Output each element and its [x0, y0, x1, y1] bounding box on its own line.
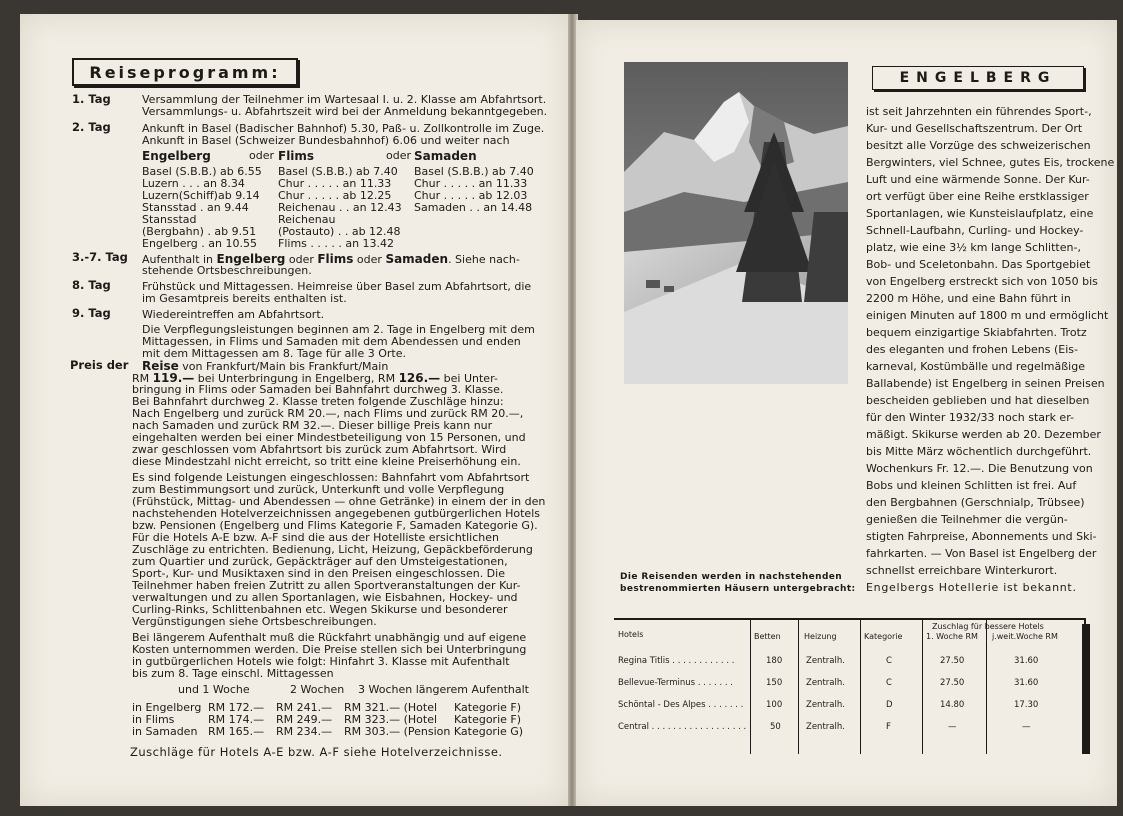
price-line: zwar geschlossen vom Abfahrtsort bis zurück zum Abfahrtsort. Wird	[132, 443, 507, 456]
day-1-line-2: Versammlungs- u. Abfahrtszeit wird bei der Anmeldung bekanntgegeben.	[142, 105, 548, 118]
services-line: (Frühstück, Mittag- und Abendessen — ohne Getränke) in einem der in den	[132, 495, 546, 508]
price-label: Preis der	[70, 358, 129, 372]
day-9-line-3: Mittagessen, in Flims und Samaden mit dem Abendessen und enden	[142, 335, 521, 348]
engelberg-text-line: bescheiden geblieben und hat dieselben	[866, 394, 1090, 407]
route-flims-row: Reichenau	[278, 213, 336, 226]
services-line: Curling-Rinks, Schlittenbahnen etc. Wegen Skikurse und besonderer	[132, 603, 508, 616]
duration-head-3: 3 Wochen längerem Aufenthalt	[358, 683, 529, 696]
engelberg-text-line: Luft und eine wärmende Sonne. Der Kur-	[866, 173, 1090, 186]
th-week-1: 1. Woche RM	[926, 632, 978, 641]
duration-row-place: in Samaden	[132, 725, 198, 738]
surcharge-footer: Zuschläge für Hotels A-E bzw. A-F siehe Hotelverzeichnisse.	[130, 745, 503, 759]
hotel-betten: 180	[766, 656, 783, 666]
hotel-week-1: —	[948, 722, 957, 732]
engelberg-text-line: fahrkarten. — Von Basel ist Engelberg der	[866, 547, 1097, 560]
day-8-line-1: Frühstück und Mittagessen. Heimreise über Basel zum Abfahrtsort, die	[142, 280, 532, 293]
engelberg-text-line: besitzt alle Vorzüge des schweizerischen	[866, 139, 1091, 152]
day-9-line-1: Wiedereintreffen am Abfahrtsort.	[142, 308, 325, 321]
engelberg-text-line: für den Winter 1932/33 noch stark er-	[866, 411, 1074, 424]
route-engelberg-row: Stansstad . an 9.44	[142, 201, 249, 214]
duration-row-w2: RM 249.—	[276, 713, 333, 726]
th-kategorie: Kategorie	[864, 632, 903, 641]
hotel-name: Bellevue-Terminus . . . . . . .	[618, 678, 733, 688]
hotel-heizung: Zentralh.	[806, 722, 845, 732]
route-engelberg-row: Stansstad	[142, 213, 197, 226]
price-line: Nach Engelberg und zurück RM 20.—, nach Flims und zurück RM 20.—,	[132, 407, 524, 420]
hotel-betten: 50	[770, 722, 781, 732]
engelberg-text-line: bis Mitte März wöchentlich durchgeführt.	[866, 445, 1092, 458]
price-line: nach Samaden und zurück RM 32.—. Dieser billige Preis kann nur	[132, 419, 493, 432]
engelberg-text-line: den Bergbahnen (Gerschnialp, Trübsee)	[866, 496, 1085, 509]
route-samaden-row: Basel (S.B.B.) ab 7.40	[414, 165, 534, 178]
longer-stay-line: Bei längerem Aufenthalt muß die Rückfahrt unabhängig und auf eigene	[132, 631, 527, 644]
route-flims-row: Chur . . . . . an 11.33	[278, 177, 392, 190]
duration-row-w2: RM 234.—	[276, 725, 333, 738]
hotels-intro-line-2: bestrenommierten Häusern untergebracht:	[620, 584, 856, 594]
engelberg-text-line: Bergwinters, viel Schnee, gutes Eis, trockene	[866, 156, 1115, 169]
hotel-week-1: 27.50	[940, 678, 965, 688]
hotel-kategorie: F	[886, 722, 891, 732]
duration-row-w2: RM 241.—	[276, 701, 333, 714]
engelberg-text-line: Sportanlagen, wie Kunsteislaufplatz, eine	[866, 207, 1094, 220]
hotel-further-week: 31.60	[1014, 678, 1039, 688]
route-header-or-1: oder	[249, 149, 275, 162]
hotel-name: Central . . . . . . . . . . . . . . . . . .	[618, 722, 747, 732]
services-line: Sport-, Kur- und Musiktaxen sind in den Preisen eingeschlossen. Die	[132, 567, 505, 580]
duration-row-w3: RM 321.— (Hotel	[344, 701, 438, 714]
route-samaden-row: Samaden . . an 14.48	[414, 201, 533, 214]
route-engelberg-row: Luzern(Schiff)ab 9.14	[142, 189, 260, 202]
day-3-7-line-1: Aufenthalt in Engelberg oder Flims oder Samaden. Siehe nach-	[142, 252, 520, 266]
day-8-label: 8. Tag	[72, 278, 111, 292]
price-line: eingehalten werden bei einer Mindestbeteiligung von 15 Personen, und	[132, 431, 526, 444]
day-3-7-line-2: stehende Ortsbeschreibungen.	[142, 264, 312, 277]
route-header-engelberg: Engelberg	[142, 149, 211, 163]
duration-row-w1: RM 165.—	[208, 725, 265, 738]
day-2-line-2: Ankunft in Basel (Schweizer Bundesbahnhof) 6.06 und weiter nach	[142, 134, 510, 147]
engelberg-text-line: des eleganten und frohen Lebens (Eis-	[866, 343, 1078, 356]
services-line: zum Bestimmungsort und zurück, Unterkunft und volle Verpflegung	[132, 483, 505, 496]
route-header-or-2: oder	[386, 149, 412, 162]
th-heizung: Heizung	[804, 632, 837, 641]
hotel-kategorie: C	[886, 678, 892, 688]
services-line: verwaltungen und zu allen Sportanlagen, wie Eisbahnen, Hockey- und	[132, 591, 518, 604]
day-3-7-label: 3.-7. Tag	[72, 250, 128, 264]
engelberg-text-line: mäßigt. Skikurse werden ab 20. Dezember	[866, 428, 1101, 441]
engelberg-text-line: Schnell-Laufbahn, Curling- und Hockey-	[866, 224, 1084, 237]
th-zuschlag: Zuschlag für bessere Hotels	[932, 622, 1044, 631]
services-line: Vergünstigungen siehe Ortsbeschreibungen.	[132, 615, 377, 628]
th-further-week: j.weit.Woche RM	[992, 632, 1058, 641]
duration-head-1: und 1 Woche	[178, 683, 250, 696]
hotels-intro-line-1: Die Reisenden werden in nachstehenden	[620, 572, 843, 582]
day-2-line-1: Ankunft in Basel (Badischer Bahnhof) 5.30, Paß- u. Zollkontrolle im Zuge.	[142, 122, 545, 135]
route-samaden-row: Chur . . . . . ab 12.03	[414, 189, 528, 202]
engelberg-text-line: einigen Minuten auf 1800 m und ermöglicht	[866, 309, 1109, 322]
hotel-betten: 150	[766, 678, 783, 688]
engelberg-text-line: ist seit Jahrzehnten ein führendes Sport-,	[866, 105, 1092, 118]
hotel-week-1: 27.50	[940, 656, 965, 666]
hotel-betten: 100	[766, 700, 783, 710]
hotel-name: Schöntal - Des Alpes . . . . . . .	[618, 700, 744, 710]
hotel-kategorie: D	[886, 700, 893, 710]
duration-row-cat: Kategorie F)	[454, 701, 522, 714]
engelberg-text-line: bequem einzigartige Skiabfahrten. Trotz	[866, 326, 1087, 339]
price-line-2: RM 119.— bei Unterbringung in Engelberg, RM 126.— bei Unter-	[132, 371, 498, 385]
right-page	[576, 20, 1117, 806]
route-header-flims: Flims	[278, 149, 315, 163]
price-line: bringung in Flims oder Samaden bei Bahnfahrt durchweg 3. Klasse.	[132, 383, 504, 396]
day-9-line-4: mit dem Mittagessen am 8. Tage für alle 3 Orte.	[142, 347, 406, 360]
services-line: Zuschläge zu entrichten. Bedienung, Licht, Heizung, Gepäckbeförderung	[132, 543, 533, 556]
hotel-table	[614, 618, 1086, 754]
engelberg-text-line: 2200 m Höhe, und eine Bahn führt in	[866, 292, 1071, 305]
day-1-label: 1. Tag	[72, 92, 111, 106]
engelberg-text-line: Bob- und Sceletonbahn. Das Sportgebiet	[866, 258, 1091, 271]
services-line: Für die Hotels A-E bzw. A-F sind die aus der Hotelliste ersichtlichen	[132, 531, 499, 544]
duration-row-w1: RM 172.—	[208, 701, 265, 714]
duration-row-place: in Flims	[132, 713, 175, 726]
services-line: Es sind folgende Leistungen eingeschlossen: Bahnfahrt vom Abfahrtsort	[132, 471, 530, 484]
engelberg-text-line: Wochenkurs Fr. 12.—. Die Benutzung von	[866, 462, 1093, 475]
services-line: Teilnehmer haben freien Zutritt zu allen Sportveranstaltungen der Kur-	[132, 579, 521, 592]
engelberg-closing-line: Engelbergs Hotellerie ist bekannt.	[866, 581, 1077, 594]
hotel-heizung: Zentralh.	[806, 700, 845, 710]
engelberg-title: ENGELBERG	[872, 66, 1084, 90]
engelberg-mountain-photo	[624, 62, 848, 384]
longer-stay-line: in gutbürgerlichen Hotels wie folgt: Hinfahrt 3. Klasse mit Aufenthalt	[132, 655, 510, 668]
services-line: zum Quartier und zurück, Gepäckträger auf den Umsteigestationen,	[132, 555, 508, 568]
hotel-further-week: 17.30	[1014, 700, 1039, 710]
route-flims-row: (Postauto) . . ab 12.48	[278, 225, 401, 238]
engelberg-text-line: karneval, Kostümbälle und regelmäßige	[866, 360, 1085, 373]
duration-row-w1: RM 174.—	[208, 713, 265, 726]
engelberg-text-line: Kur- und Gesellschaftszentrum. Der Ort	[866, 122, 1083, 135]
day-2-label: 2. Tag	[72, 120, 111, 134]
route-engelberg-row: Engelberg . an 10.55	[142, 237, 257, 250]
services-line: nachstehenden Hotelverzeichnissen angegebenen gutbürgerlichen Hotels	[132, 507, 540, 520]
engelberg-text-line: genießen die Teilnehmer die vergün-	[866, 513, 1068, 526]
route-flims-row: Chur . . . . . ab 12.25	[278, 189, 392, 202]
reiseprogramm-title: Reiseprogramm:	[72, 58, 298, 86]
day-9-line-2: Die Verpflegungsleistungen beginnen am 2. Tage in Engelberg mit dem	[142, 323, 535, 336]
route-samaden-row: Chur . . . . . an 11.33	[414, 177, 528, 190]
duration-row-w3: RM 323.— (Hotel	[344, 713, 438, 726]
route-engelberg-row: (Bergbahn) . ab 9.51	[142, 225, 257, 238]
hotel-heizung: Zentralh.	[806, 656, 845, 666]
duration-row-place: in Engelberg	[132, 701, 202, 714]
longer-stay-line: bis zum 8. Tage einschl. Mittagessen	[132, 667, 334, 680]
engelberg-text-line: Ballabende) ist Engelberg in seinen Preisen	[866, 377, 1105, 390]
hotel-heizung: Zentralh.	[806, 678, 845, 688]
services-line: bzw. Pensionen (Engelberg und Flims Kategorie F, Samaden Kategorie G).	[132, 519, 538, 532]
duration-row-cat: Kategorie F)	[454, 713, 522, 726]
left-page	[20, 14, 568, 806]
route-flims-row: Basel (S.B.B.) ab 7.40	[278, 165, 398, 178]
hotel-kategorie: C	[886, 656, 892, 666]
duration-row-w3: RM 303.— (Pension Kategorie G)	[344, 725, 524, 738]
price-line: Bei Bahnfahrt durchweg 2. Klasse treten folgende Zuschläge hinzu:	[132, 395, 504, 408]
engelberg-text-line: schnellst erreichbare Winterkurort.	[866, 564, 1058, 577]
hotel-name: Regina Titlis . . . . . . . . . . . .	[618, 656, 735, 666]
th-betten: Betten	[754, 632, 781, 641]
day-9-label: 9. Tag	[72, 306, 111, 320]
price-line: diese Mindestzahl nicht erreicht, so tritt eine kleine Preiserhöhung ein.	[132, 455, 521, 468]
route-flims-row: Flims . . . . . an 13.42	[278, 237, 395, 250]
route-engelberg-row: Luzern . . . an 8.34	[142, 177, 245, 190]
longer-stay-line: Kosten unternommen werden. Die Preise stellen sich bei Unterbringung	[132, 643, 527, 656]
day-8-line-2: im Gesamtpreis bereits enthalten ist.	[142, 292, 347, 305]
engelberg-text-line: platz, wie eine 3½ km lange Schlitten-,	[866, 241, 1081, 254]
engelberg-text-line: Bobs und kleinen Schlitten ist frei. Auf	[866, 479, 1077, 492]
day-1-line-1: Versammlung der Teilnehmer im Wartesaal I. u. 2. Klasse am Abfahrtsort.	[142, 93, 547, 106]
engelberg-text-line: von Engelberg erstreckt sich von 1050 bis	[866, 275, 1098, 288]
price-line-1: Reise von Frankfurt/Main bis Frankfurt/Main	[142, 359, 389, 373]
duration-head-2: 2 Wochen	[290, 683, 345, 696]
engelberg-text-line: stigten Fahrpreise, Abonnements und Ski-	[866, 530, 1097, 543]
hotel-week-1: 14.80	[940, 700, 965, 710]
route-flims-row: Reichenau . . an 12.43	[278, 201, 402, 214]
hotel-further-week: —	[1022, 722, 1031, 732]
route-engelberg-row: Basel (S.B.B.) ab 6.55	[142, 165, 262, 178]
route-header-samaden: Samaden	[414, 149, 477, 163]
th-hotels: Hotels	[618, 630, 644, 639]
engelberg-text-line: ort verfügt über eine Reihe erstklassiger	[866, 190, 1089, 203]
hotel-further-week: 31.60	[1014, 656, 1039, 666]
